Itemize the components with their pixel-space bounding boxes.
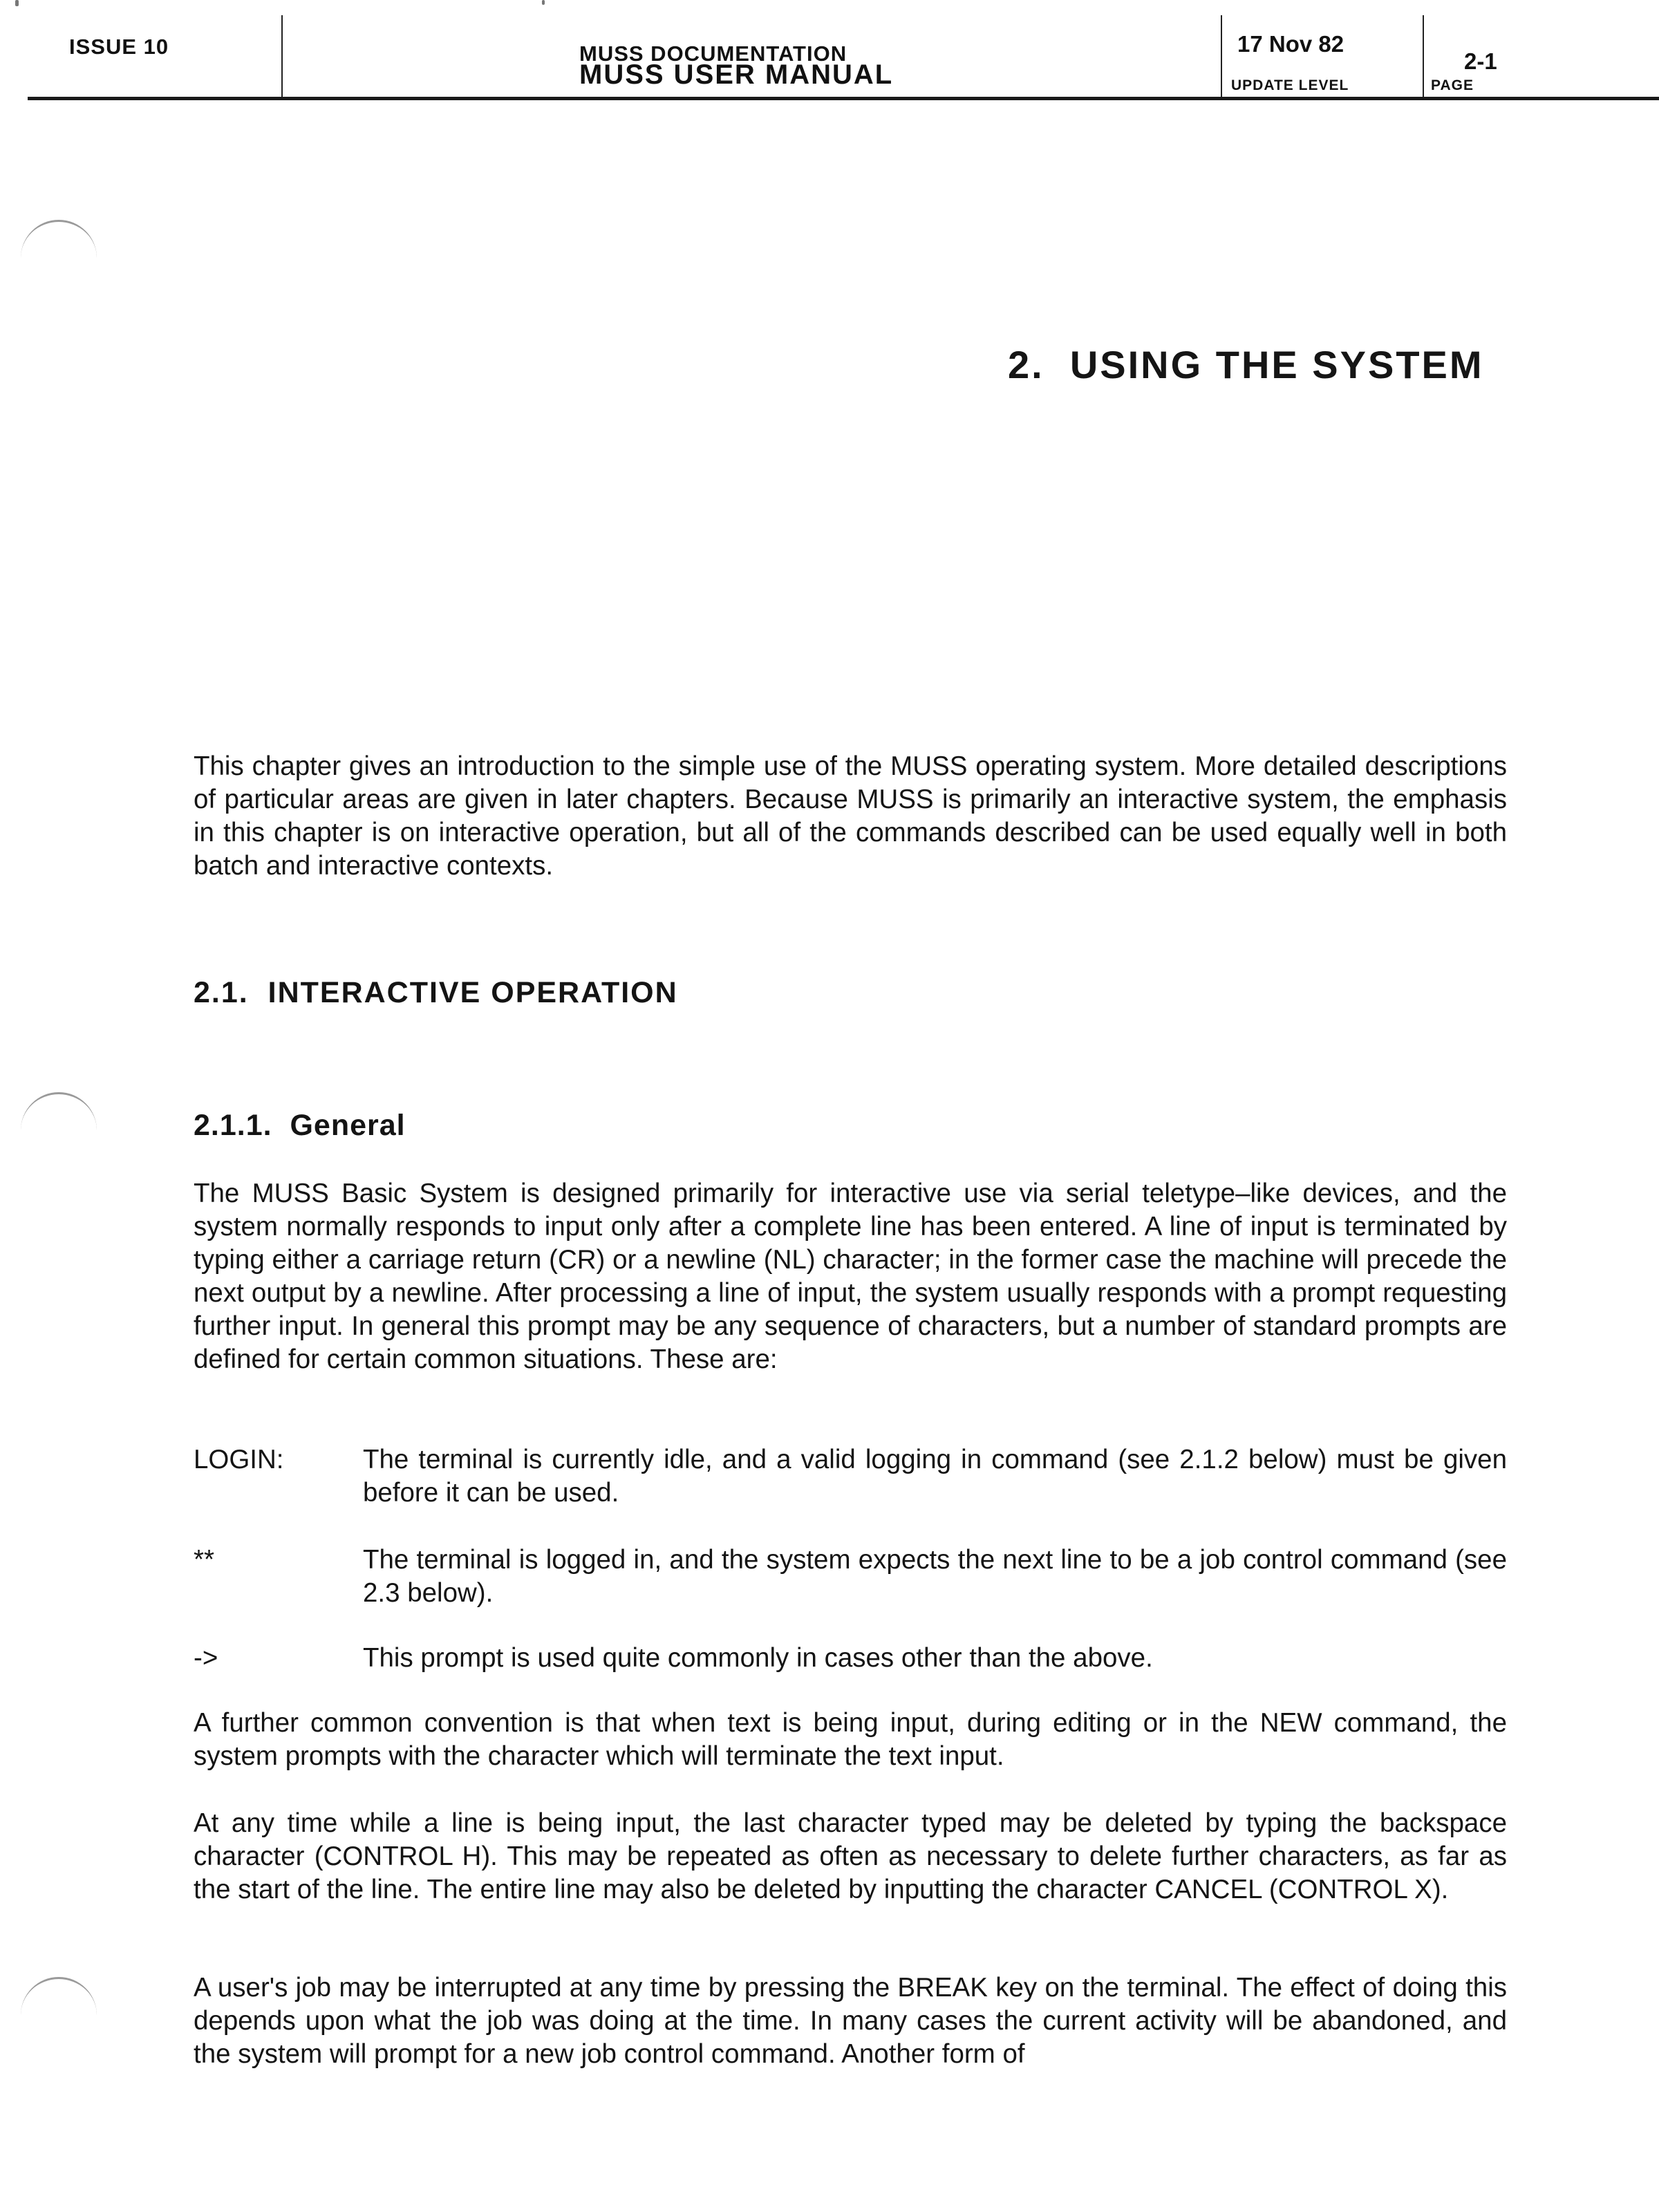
prompt-term: ** — [194, 1545, 214, 1575]
scan-speck — [542, 0, 545, 5]
issue-number: ISSUE 10 — [69, 35, 169, 59]
document-title: MUSS USER MANUAL — [579, 59, 894, 90]
update-date: 17 Nov 82 — [1237, 31, 1344, 57]
prompt-description: The terminal is currently idle, and a valid logging in command (see 2.1.2 below) must be given before it can be used. — [363, 1445, 1507, 1508]
body-paragraph: The MUSS Basic System is designed primarily for interactive use via serial teletype–like devices, and the system normally responds to input only after a complete line has been entered. A line of input is terminated by typing either a carriage return (CR) or a newline (NL) character; in the former case the machine will precede the next output by a newline. After processing a line of input, the system usually responds with a prompt requesting further input. In general this prompt may be any sequence of characters, but a number of standard prompts are defined for certain common situations. These are: — [194, 1179, 1507, 1374]
section-heading: 2.1. INTERACTIVE OPERATION — [194, 976, 678, 1009]
prompt-definition — [194, 1544, 1507, 1610]
scan-speck — [15, 0, 19, 6]
document-series: MUSS DOCUMENTATION — [579, 41, 847, 66]
subsection-heading: 2.1.1. General — [194, 1109, 406, 1142]
punch-hole-mark — [21, 220, 97, 263]
prompt-term: -> — [194, 1643, 218, 1673]
prompt-definition — [194, 1443, 1507, 1510]
punch-hole-mark — [21, 1092, 97, 1136]
punch-hole-mark — [21, 1977, 97, 2021]
page-label: PAGE — [1431, 77, 1474, 93]
page-number: 2-1 — [1464, 48, 1497, 74]
header-divider — [1423, 15, 1424, 100]
body-paragraph: A user's job may be interrupted at any time by pressing the BREAK key on the terminal. The effect of doing this depends upon what the job was doing at the time. In many cases the current activity will be abandoned, and the system will prompt for a new job control command. Another form of — [194, 1973, 1507, 2069]
prompt-definition — [194, 1642, 1507, 1675]
prompt-description: This prompt is used quite commonly in cases other than the above. — [363, 1643, 1153, 1673]
prompt-term: LOGIN: — [194, 1445, 284, 1474]
update-level-label: UPDATE LEVEL — [1231, 77, 1349, 93]
chapter-title: 2. USING THE SYSTEM — [1008, 343, 1484, 386]
intro-paragraph: This chapter gives an introduction to the simple use of the MUSS operating system. More detailed descriptions of particular areas are given in later chapters. Because MUSS is primarily an interactive system, the emphasis in this chapter is on interactive operation, but all of the commands described can be used equally well in both batch and interactive contexts. — [194, 751, 1507, 881]
body-paragraph: A further common convention is that when text is being input, during editing or in the NEW command, the system prompts with the character which will terminate the text input. — [194, 1708, 1507, 1771]
body-paragraph: At any time while a line is being input, the last character typed may be deleted by typing the backspace character (CONTROL H). This may be repeated as often as necessary to delete further characters, as far as the start of the line. The entire line may also be deleted by inputting the character CANCEL (CONTROL X). — [194, 1808, 1507, 1904]
prompt-description: The terminal is logged in, and the system expects the next line to be a job control command (see 2.3 below). — [363, 1545, 1507, 1608]
header-divider — [1221, 15, 1222, 100]
header-rule — [28, 97, 1659, 100]
header-divider — [281, 15, 283, 100]
